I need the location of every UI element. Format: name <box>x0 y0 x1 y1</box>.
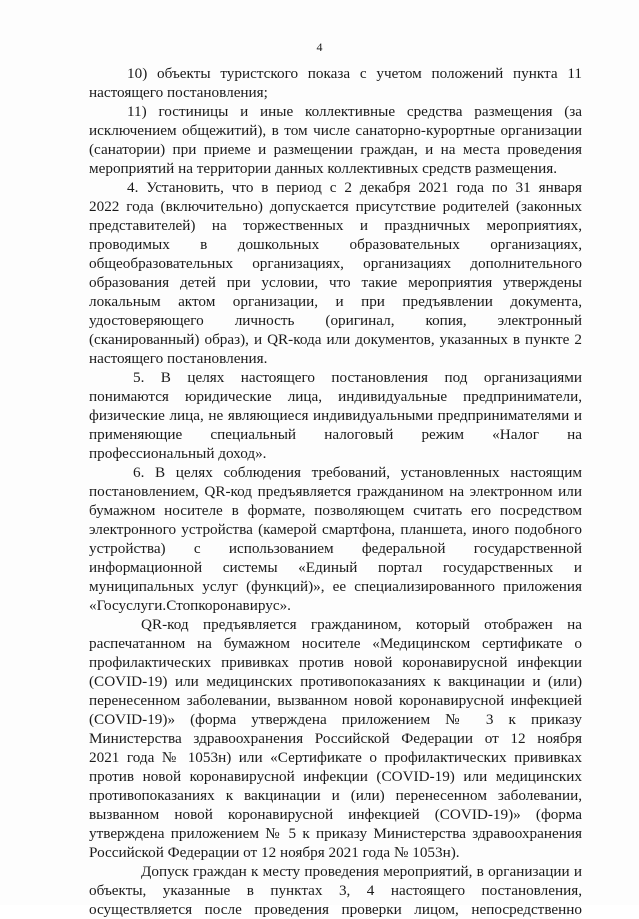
text-line: противопоказаниях к вакцинации и (или) перенесенном заболевании, <box>89 787 582 804</box>
text-line: локальным актом организации, и при предъявлении документа, <box>89 293 582 310</box>
paragraph-item-10 <box>89 64 582 102</box>
paragraph-admission <box>89 862 582 919</box>
text-line: настоящего постановления. <box>89 350 268 367</box>
text-line: 10) объекты туристского показа с учетом положений пункта 11 <box>127 65 582 82</box>
text-line: Допуск граждан к месту проведения мероприятий, в организации и <box>141 863 582 880</box>
text-line: Российской Федерации от 12 ноября 2021 года № 1053н). <box>89 844 460 861</box>
text-line: (сканированный) образ), и QR-кода или документов, указанных в пункте 2 <box>89 331 582 348</box>
text-line: постановлением, QR-код предъявляется гражданином на электронном или <box>89 483 582 500</box>
text-line: понимаются юридические лица, индивидуальные предприниматели, <box>89 388 582 405</box>
text-line: 2021 года № 1053н) или «Сертификате о профилактических прививках <box>89 749 582 766</box>
text-line: образования детей при условии, что такие мероприятия утверждены <box>89 274 582 291</box>
text-line: профилактических прививках против новой коронавирусной инфекции <box>89 654 582 671</box>
text-line: 11) гостиницы и иные коллективные средства размещения (за <box>127 103 582 120</box>
text-line: 5. В целях настоящего постановления под организациями <box>133 369 582 386</box>
text-line: «Госуслуги.Стопкоронавирус». <box>89 597 291 614</box>
text-line: объекты, указанные в пунктах 3, 4 настоящего постановления, <box>89 882 582 899</box>
paragraph-qr-code <box>89 615 582 862</box>
text-line: бумажном носителе в формате, позволяющем считать его посредством <box>89 502 582 519</box>
text-line: QR-код предъявляется гражданином, который отображен на <box>141 616 582 633</box>
document-body <box>89 64 582 919</box>
text-line: электронного устройства (камерой смартфона, планшета, иного подобного <box>89 521 582 538</box>
text-line: 6. В целях соблюдения требований, установленных настоящим <box>133 464 582 481</box>
paragraph-point-4 <box>89 178 582 368</box>
paragraph-point-6 <box>89 463 582 615</box>
text-line: перенесенном заболевании, вызванном новой коронавирусной инфекцией <box>89 692 582 709</box>
text-line: муниципальных услуг (функций)», ее специализированного приложения <box>89 578 582 595</box>
text-line: 2022 года (включительно) допускается присутствие родителей (законных <box>89 198 582 215</box>
text-line: 4. Установить, что в период с 2 декабря 2021 года по 31 января <box>127 179 582 196</box>
text-line: удостоверяющего личность (оригинал, копия, электронный <box>89 312 582 329</box>
text-line: проводимых в дошкольных образовательных организациях, <box>89 236 582 253</box>
text-line: утверждена приложением № 5 к приказу Министерства здравоохранения <box>89 825 582 842</box>
text-line: общеобразовательных организациях, организациях дополнительного <box>89 255 582 272</box>
text-line: настоящего постановления; <box>89 84 268 101</box>
text-line: (санатории) при приеме и размещении граждан, и на места проведения <box>89 141 582 158</box>
text-line: устройства) с использованием федеральной государственной <box>89 540 582 557</box>
text-line: представителей) на торжественных и праздничных мероприятиях, <box>89 217 582 234</box>
text-line: исключением общежитий), в том числе санаторно-курортные организации <box>89 122 582 139</box>
text-line: Министерства здравоохранения Российской Федерации от 12 ноября <box>89 730 582 747</box>
paragraph-point-5 <box>89 368 582 463</box>
text-line: распечатанном на бумажном носителе «Медицинском сертификате о <box>89 635 582 652</box>
paragraph-item-11 <box>89 102 582 178</box>
text-line: осуществляется после проведения проверки лицом, непосредственно <box>89 901 582 918</box>
text-line: вызванном новой коронавирусной инфекцией (COVID-19)» (форма <box>89 806 582 823</box>
text-line: информационной системы «Единый портал государственных и <box>89 559 582 576</box>
text-line: (COVID-19)» (форма утверждена приложением № 3 к приказу <box>89 711 582 728</box>
text-line: (COVID-19) или медицинских противопоказаниях к вакцинации и (или) <box>89 673 582 690</box>
page-number: 4 <box>316 40 323 54</box>
text-line: физические лица, не являющиеся индивидуальными предпринимателями и <box>89 407 582 424</box>
text-line: против новой коронавирусной инфекции (COVID-19) или медицинских <box>89 768 582 785</box>
text-line: мероприятий на территории данных коллективных средств размещения. <box>89 160 558 177</box>
text-line: профессиональный доход». <box>89 445 267 462</box>
text-line: применяющие специальный налоговый режим «Налог на <box>89 426 582 443</box>
